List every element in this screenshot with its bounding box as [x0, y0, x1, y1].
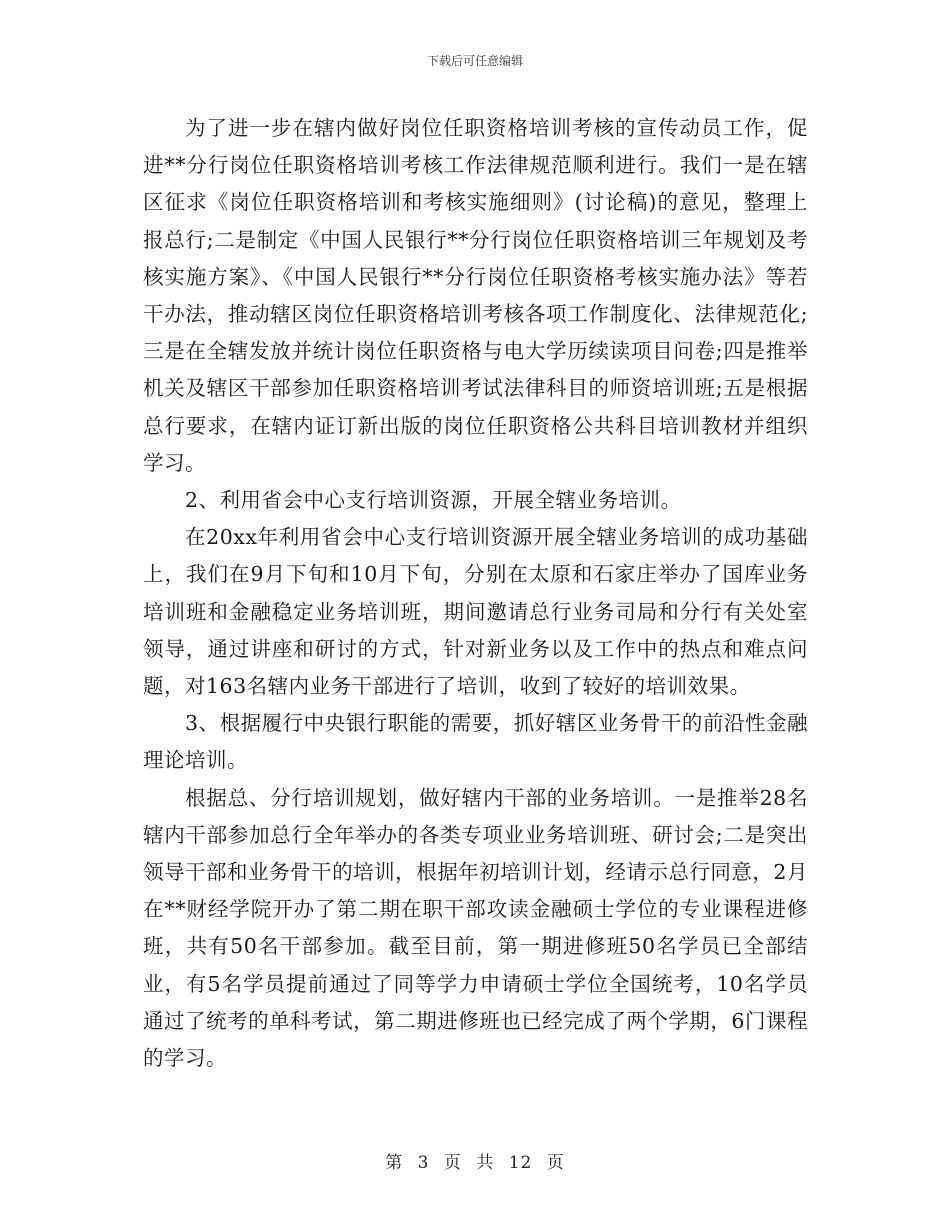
document-body [143, 110, 808, 1077]
footer-ye-2: 页 [546, 1153, 565, 1173]
footer-ye: 页 [443, 1153, 462, 1173]
paragraph-cadre-training: 根据总、分行培训规划，做好辖内干部的业务培训。一是推举28名辖内干部参加总行全年举办的各类专项业业务培训班、研讨会;二是突出领导干部和业务骨干的培训，根据年初培训计划，经请示总行同意，2月在**财经学院开办了第二期在职干部攻读金融硕士学位的专业课程进修班，共有50名干部参加。截至目前，第一期进修班50名学员已全部结业，有5名学员提前通过了同等学力申请硕士学位全国统考，10名学员通过了统考的单科考试，第二期进修班也已经完成了两个学期，6门课程的学习。 [143, 785, 808, 1071]
footer-total-pages: 12 [508, 1153, 533, 1173]
footer-di: 第 [385, 1153, 404, 1173]
page-header-note: 下载后可任意编辑 [426, 54, 523, 68]
section-heading-3: 3、根据履行中央银行职能的需要，抓好辖区业务骨干的前沿性金融理论培训。 [143, 711, 808, 773]
section-heading-2: 2、利用省会中心支行培训资源，开展全辖业务培训。 [185, 488, 682, 513]
footer-page-number: 3 [417, 1153, 430, 1173]
paragraph-regional-training: 在20xx年利用省会中心支行培训资源开展全辖业务培训的成功基础上，我们在9月下旬和10月下旬，分别在太原和石家庄举办了国库业务培训班和金融稳定业务培训班，期间邀请总行业务司局和分行有关处室领导，通过讲座和研讨的方式，针对新业务以及工作中的热点和难点问题，对163名辖内业务干部进行了培训，收到了较好的培训效果。 [143, 525, 808, 699]
paragraph-publicity-work: 为了进一步在辖内做好岗位任职资格培训考核的宣传动员工作，促进**分行岗位任职资格培训考核工作法律规范顺利进行。我们一是在辖区征求《岗位任职资格培训和考核实施细则》(讨论稿)的意见，整理上报总行;二是制定《中国人民银行**分行岗位任职资格培训三年规划及考核实施方案》、《中国人民银行**分行岗位任职资格考核实施办法》等若干办法，推动辖区岗位任职资格培训考核各项工作制度化、法律规范化;三是在全辖发放并统计岗位任职资格与电大学历续读项目问卷;四是推举机关及辖区干部参加任职资格培训考试法律科目的师资培训班;五是根据总行要求，在辖内证订新出版的岗位任职资格公共科目培训教材并组织学习。 [143, 116, 808, 475]
footer-gong: 共 [476, 1153, 495, 1173]
page-footer [0, 1152, 950, 1174]
